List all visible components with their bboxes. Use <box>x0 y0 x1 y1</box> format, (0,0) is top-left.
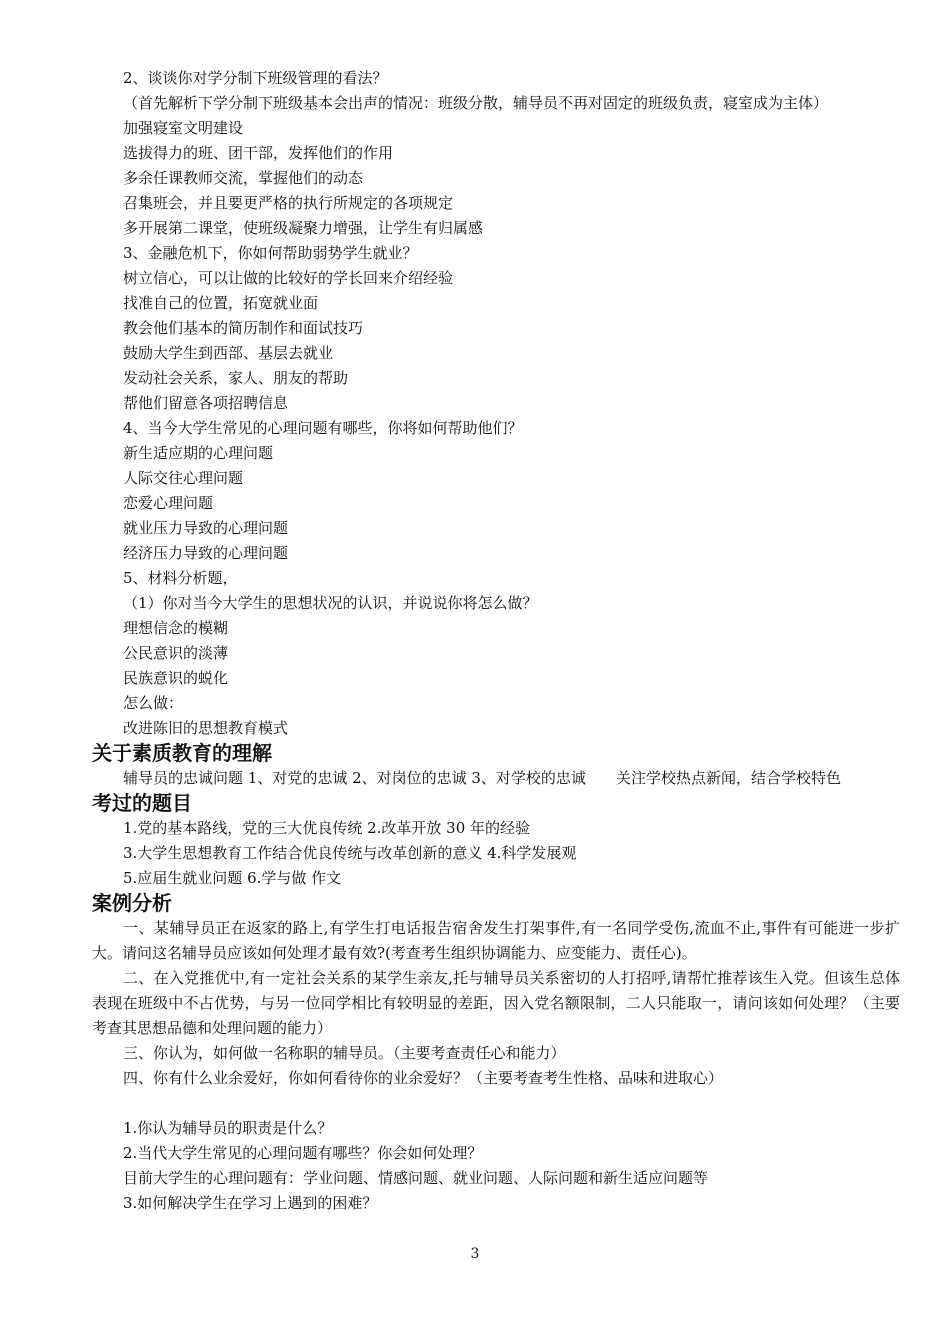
page-number: 3 <box>470 1246 480 1262</box>
text-line: 树立信心，可以让做的比较好的学长回来介绍经验 <box>123 269 454 287</box>
text-line: 新生适应期的心理问题 <box>123 444 274 462</box>
page-content <box>92 66 900 1216</box>
section-heading: 案例分析 <box>92 891 172 915</box>
text-line: 经济压力导致的心理问题 <box>123 544 289 562</box>
text-line: 2.当代大学生常见的心理问题有哪些？你会如何处理？ <box>123 1144 483 1162</box>
text-line: 加强寝室文明建设 <box>123 119 244 137</box>
text-line: 民族意识的蜕化 <box>123 669 229 687</box>
text-line: 选拔得力的班、团干部，发挥他们的作用 <box>123 144 394 162</box>
text-line: 5、材料分析题， <box>123 569 238 587</box>
text-line: 1.党的基本路线，党的三大优良传统 2.改革开放 30 年的经验 <box>123 819 531 837</box>
text-line: 5.应届生就业问题 6.学与做 作文 <box>123 869 342 887</box>
text-line: （首先解析下学分制下班级基本会出声的情况：班级分散，辅导员不再对固定的班级负责，寝室成为主体） <box>123 94 829 112</box>
text-line: 多余任课教师交流，掌握他们的动态 <box>123 169 364 187</box>
text-line: 帮他们留意各项招聘信息 <box>123 394 289 412</box>
paragraph: 四、你有什么业余爱好，你如何看待你的业余爱好？（主要考查考生性格、品味和进取心） <box>123 1069 724 1087</box>
text-line: 就业压力导致的心理问题 <box>123 519 289 537</box>
text-line: 3、金融危机下，你如何帮助弱势学生就业？ <box>123 244 418 262</box>
text-line: 4、当今大学生常见的心理问题有哪些，你将如何帮助他们？ <box>123 419 523 437</box>
text-line: 发动社会关系，家人、朋友的帮助 <box>123 369 349 387</box>
text-line: 1.你认为辅导员的职责是什么？ <box>123 1119 333 1137</box>
text-line: 改进陈旧的思想教育模式 <box>123 719 289 737</box>
section-heading: 考过的题目 <box>92 791 192 815</box>
text-line: 3.大学生思想教育工作结合优良传统与改革创新的意义 4.科学发展观 <box>123 844 577 862</box>
paragraph: 三、你认为，如何做一名称职的辅导员。（主要考查责任心和能力） <box>123 1044 566 1062</box>
text-line: 目前大学生的心理问题有：学业问题、情感问题、就业问题、人际问题和新生适应问题等 <box>123 1169 709 1187</box>
text-line: 鼓励大学生到西部、基层去就业 <box>123 344 334 362</box>
text-line: 多开展第二课堂，使班级凝聚力增强，让学生有归属感 <box>123 219 484 237</box>
text-line: 理想信念的模糊 <box>123 619 229 637</box>
text-line: 2、谈谈你对学分制下班级管理的看法？ <box>123 69 388 87</box>
text-line: 怎么做： <box>123 694 184 712</box>
blank-line <box>92 1091 900 1116</box>
text-line: 公民意识的淡薄 <box>123 644 229 662</box>
text-line: 3.如何解决学生在学习上遇到的困难？ <box>123 1194 378 1212</box>
section-heading: 关于素质教育的理解 <box>92 741 272 765</box>
text-line: 召集班会，并且要更严格的执行所规定的各项规定 <box>123 194 454 212</box>
text-line: 找准自己的位置，拓宽就业面 <box>123 294 319 312</box>
paragraph: 一、某辅导员正在返家的路上,有学生打电话报告宿舍发生打架事件,有一名同学受伤,流血不止,事件有可能进一步扩大。请问这名辅导员应该如何处理才最有效?(考查考生组织协调能力、应变能力、责任心)。 <box>92 919 900 962</box>
paragraph: 二、在入党推优中,有一定社会关系的某学生亲友,托与辅导员关系密切的人打招呼,请帮忙推荐该生入党。但该生总体表现在班级中不占优势，与另一位同学相比有较明显的差距，因入党名额限制，二人只能取一，请问该如何处理？（主要考查其思想品德和处理问题的能力） <box>92 969 900 1037</box>
text-line: 教会他们基本的简历制作和面试技巧 <box>123 319 364 337</box>
text-line: 人际交往心理问题 <box>123 469 244 487</box>
text-line: （1）你对当今大学生的思想状况的认识，并说说你将怎么做？ <box>123 594 538 612</box>
text-line: 恋爱心理问题 <box>123 494 214 512</box>
paragraph: 辅导员的忠诚问题 1、对党的忠诚 2、对岗位的忠诚 3、对学校的忠诚 关注学校热点新闻，结合学校特色 <box>123 769 841 787</box>
